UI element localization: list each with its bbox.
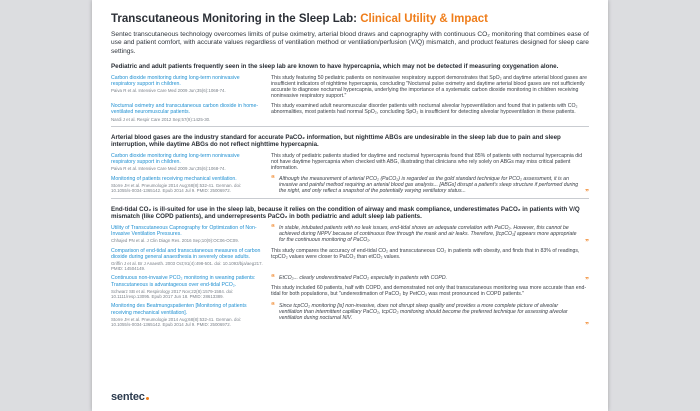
reference-title-link[interactable]: Monitoring des Beatmungspatienten [Monitoring of patients receiving mechanical ventilation].	[111, 303, 247, 316]
open-quote-mark: “	[271, 301, 275, 311]
section-2-heading: Arterial blood gases are the industry standard for accurate PaCO₂ information, but nighttime ABGs are undesirable in the sleep lab due to pain and sleep interruption, while daytime ABGs do not reflect nighttime hypercapnia.	[111, 133, 561, 149]
reference-source: Storre JH et al. Pneumologie 2014 Aug;68(8):532-41. German. doi: 10.1055/s-0034-1365142. Epub 2014 Jul 9. PMID: 25006972.	[111, 316, 242, 327]
reference-source: Nardi J et al. Respir Care 2012 Sep;57(9):1425-30.	[111, 116, 211, 122]
reference-quote	[271, 223, 589, 247]
reference-title-link[interactable]: Comparison of end-tidal and transcutaneous measures of carbon dioxide during general anaesthesia in severely obese adults.	[111, 247, 261, 260]
intro-paragraph: Sentec transcutaneous technology overcomes limits of pulse oximetry, arterial blood draws and capnography with continuous CO₂ monitoring that combines ease of use and patient comfort, with accurate values regardless of ventilation method or ventilation/perfusion (V/Q) mismatch, and product features designed for sleep care settings.	[111, 31, 589, 55]
reference-title-link[interactable]: Carbon dioxide monitoring during long-term noninvasive respiratory support in children.	[111, 152, 240, 166]
reference-citation	[111, 176, 271, 194]
reference-row	[111, 173, 589, 197]
section-3-heading: End-tidal CO₂ is ill-suited for use in the sleep lab, because it relies on the condition of airway and mask compliance, underestimates PaCO₂ in patients with V/Q mismatch (like COPD patients), and underrepresents PaCO₂ in both pediatric and adult sleep lab patients.	[111, 205, 580, 221]
reference-source: Paiva R et al. Intensive Care Med 2009 Jun;35(6):1068-74.	[111, 166, 226, 172]
quote-text: Since tcpCO₂ monitoring [is] non-invasive, does not disrupt sleep quality and provides a more complete picture of alveolar ventilation than intermittent capillary PaCO₂, tcpCO₂ monitoring should become the preferred technique for assessing alveolar ventilation during nocturnal NIV.	[279, 303, 568, 322]
section-1-heading: Pediatric and adult patients frequently seen in the sleep lab are known to have hypercapnia, which may not be detected if measuring oxygenation alone.	[111, 63, 559, 71]
section-divider	[111, 198, 589, 199]
close-quote-mark: ”	[585, 237, 589, 247]
page-title	[111, 13, 589, 25]
logo-dot-icon	[146, 397, 149, 400]
close-quote-mark: ”	[585, 275, 589, 285]
reference-citation	[111, 225, 271, 244]
title-accent: Clinical Utility & Impact	[360, 13, 488, 25]
reference-citation	[111, 153, 271, 172]
reference-summary: This study compares the accuracy of end-tidal CO₂ and transcutaneous CO₂ in patients with obesity, and finds that in 83% of readings, tcpCO₂ values were closer to PaCO₂ than etCO₂ values.	[271, 247, 580, 260]
open-quote-mark: “	[271, 273, 275, 283]
reference-source: Paiva R et al. Intensive Care Med 2009 Jun;35(6):1068-74.	[111, 88, 226, 94]
reference-title-link[interactable]: Utility of Transcutaneous Capnography for Optimization of Non-Invasive Ventilation Pressures.	[111, 225, 257, 238]
close-quote-mark: ”	[585, 321, 589, 331]
close-quote-mark: ”	[585, 187, 589, 197]
reference-source: Chhajed PN et al. J Clin Diagn Res. 2016 Sep;10(9):OC06-OC09.	[111, 238, 239, 244]
open-quote-mark: “	[271, 223, 275, 233]
reference-title-link[interactable]: Continuous non-invasive PCO₂ monitoring in weaning patients: Transcutaneous is advantageous over end-tidal PCO₂.	[111, 275, 256, 288]
reference-row	[111, 153, 589, 172]
reference-citation	[111, 75, 271, 99]
reference-citation	[111, 248, 271, 272]
reference-quote	[271, 173, 589, 197]
reference-row	[111, 103, 589, 122]
reference-source: Storre JH et al. Pneumologie 2014 Aug;68(8):532-41. German. doi: 10.1055/s-0034-1365142. Epub 2014 Jul 9. PMID: 25006972.	[111, 182, 242, 193]
reference-body	[271, 275, 589, 299]
document-page	[92, 0, 608, 411]
reference-row	[111, 275, 589, 299]
title-main: Transcutaneous Monitoring in the Sleep Lab:	[111, 13, 361, 25]
sentec-logo	[111, 391, 149, 403]
reference-citation	[111, 275, 271, 299]
reference-title-link[interactable]: Nocturnal oximetry and transcutaneous carbon dioxide in home-ventilated neuromuscular patients.	[111, 103, 259, 116]
reference-title-link[interactable]: Monitoring of patients receiving mechanical ventilation.	[111, 175, 237, 182]
reference-summary: This study included 60 patients, half with COPD, and demonstrated not only that transcutaneous monitoring was more accurate than end-tidal for both populations, but "underestimation of PaCO₂ by PetCO₂ was most pronounced in COPD patients."	[271, 284, 587, 297]
reference-quote	[271, 273, 589, 285]
reference-citation	[111, 103, 271, 122]
logo-text: sentec	[111, 391, 145, 403]
reference-source: Griffin J et al. Br J Anaesth. 2003 Oct;91(4):498-501. doi: 10.1093/bja/aeg217. PMID: 14504149.	[111, 261, 263, 272]
reference-summary: This study examined adult neuromuscular disorder patients with nocturnal alveolar hypoventilation and found that in patients with CO₂ abnormalities, most patients had normal SpO₂, concluding SpO₂ is insufficient for detecting alveolar hypoventilation in these patients.	[271, 103, 578, 116]
quote-text: Although the measurement of arterial PCO₂ (PaCO₂) is regarded as the gold standard technique for PCO₂ assessment, it is an invasive and painful method requiring an arterial blood gas analysis... [ABGs] disrupt a patient's sleep structure if performed during the night, and only reflect a snapshot of the potentially varying ventilatory status...	[279, 175, 579, 194]
section-divider	[111, 126, 589, 127]
reference-row	[111, 75, 589, 99]
reference-quote	[271, 301, 589, 331]
quote-text: EtCO₂... clearly underestimated PaCO₂ especially in patients with COPD.	[279, 275, 448, 282]
reference-row	[111, 248, 589, 272]
quote-text: In stable, intubated patients with no leak issues, end-tidal shows an adequate correlation with PaCO₂. However, this cannot be achieved during NPPV because of continuous flow through the mask and air leaks. Therefore, [tcpCO₂] appears more appropriate for the continuous monitoring of PaCO₂.	[279, 225, 577, 244]
open-quote-mark: “	[271, 173, 275, 183]
page-footer	[111, 391, 149, 403]
reference-title-link[interactable]: Carbon dioxide monitoring during long-term noninvasive respiratory support in children.	[111, 74, 240, 88]
document-content	[111, 13, 589, 331]
reference-summary: This study of pediatric patients studied for daytime and nocturnal hypercapnia found that 85% of patients with nocturnal hypercapnia did not have daytime hypercapnia when checked with ABG, illustrating that clinicians who rely solely on ABGs may miss critical patient information.	[271, 152, 583, 172]
reference-source: Schwarz SB et al. Respirology 2017 Nov;22(8):1579-1584. doi: 10.1111/resp.13095. Epub 2017 Jun 18. PMID: 28613389.	[111, 288, 234, 300]
reference-row	[111, 301, 589, 331]
reference-summary: This study featuring 50 pediatric patients on noninvasive respiratory support demonstrates that SpO₂ and daytime arterial blood gases are insufficient indicators of nighttime hypercapnia, concluding "Nocturnal pulse oximetry and daytime arterial blood gases are not sufficiently accurate to diagnose nocturnal hypercapnia, underlying the importance of a systematic carbon dioxide monitoring in children receiving noninvasive respiratory support."	[271, 74, 588, 100]
reference-citation	[111, 303, 271, 327]
reference-row	[111, 223, 589, 247]
